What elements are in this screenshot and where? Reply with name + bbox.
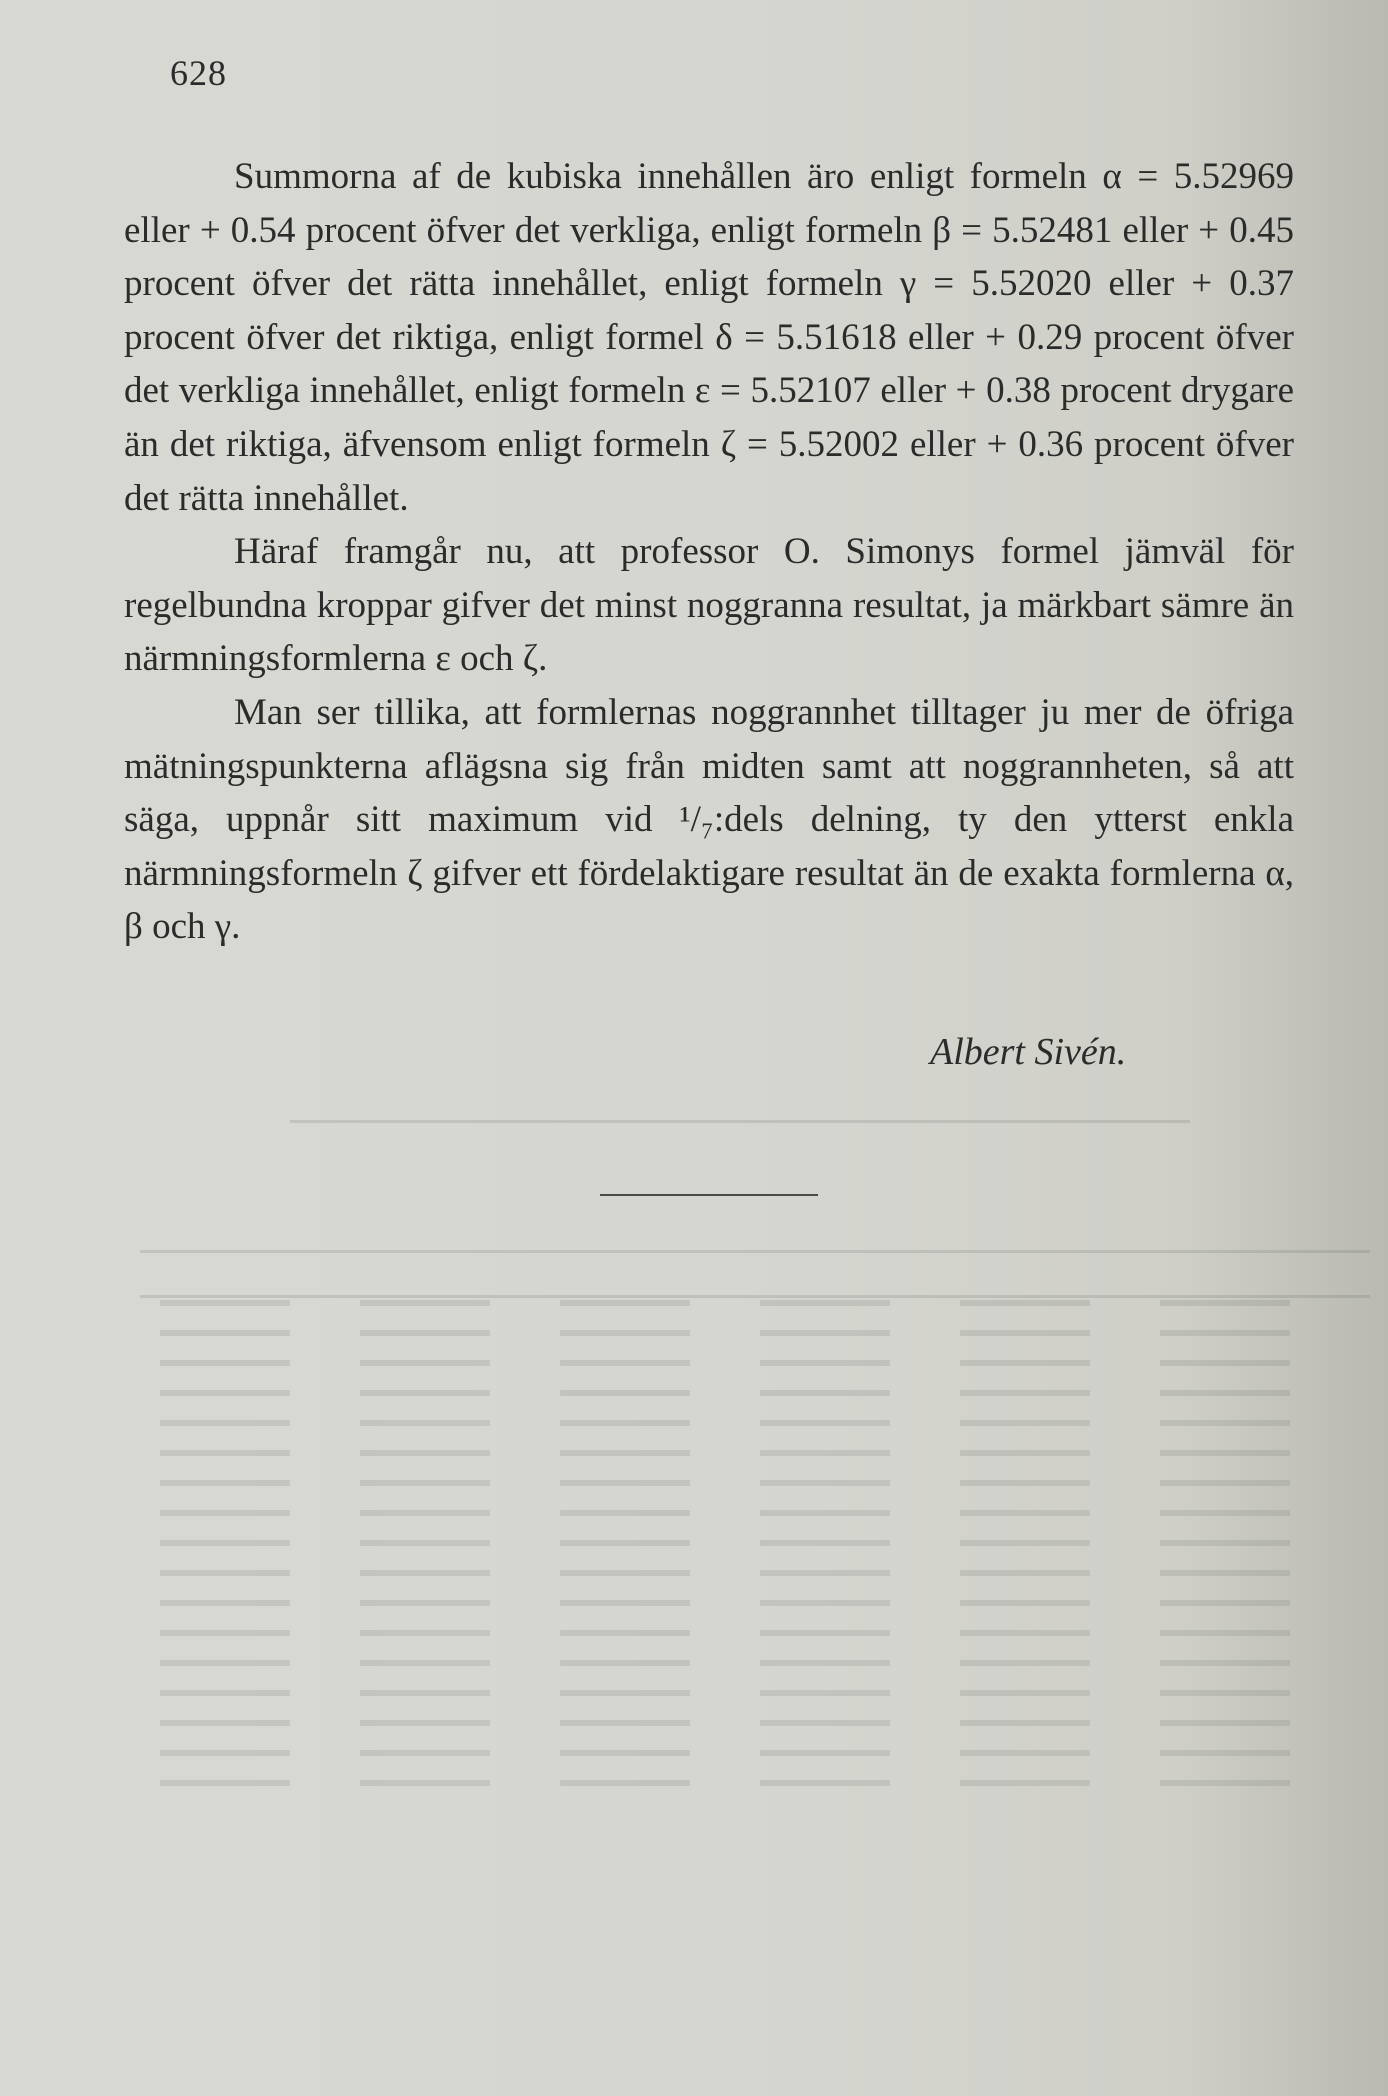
bleed-through [140,1120,1370,2020]
section-divider [600,1194,818,1196]
paragraph-2: Häraf framgår nu, att professor O. Simonys formel jämväl för regelbundna kroppar gifver det minst noggranna resultat, ja märkbart sämre än närmningsformlerna ε och ζ. [124,531,1294,680]
paragraph-3: Man ser tillika, att formlernas noggrannhet tilltager ju mer de öfriga mätningspunkterna aflägsna sig från midten samt att noggrannheten, så att säga, uppnår sitt maximum vid ¹/₇:dels delning, ty den ytterst enkla närmningsformeln ζ gifver ett fördelaktigare resultat än de exakta formlerna α, β och γ. [124,691,1294,948]
author-signature: Albert Sivén. [930,1031,1127,1073]
paragraph-1: Summorna af de kubiska innehållen äro enligt formeln α = 5.52969 eller + 0.54 procent öfver det verkliga, enligt formeln β = 5.52481 eller + 0.45 procent öfver det rätta innehållet, enligt formeln γ = 5.52020 eller + 0.37 procent öfver det riktiga, enligt formel δ = 5.51618 eller + 0.29 procent öfver det verkliga innehållet, enligt formeln ε = 5.52107 eller + 0.38 procent drygare än det riktiga, äfvensom enligt formeln ζ = 5.52002 eller + 0.36 procent öfver det rätta innehållet. [124,156,1294,519]
body-text [124,150,1294,954]
page-number: 628 [170,53,227,93]
